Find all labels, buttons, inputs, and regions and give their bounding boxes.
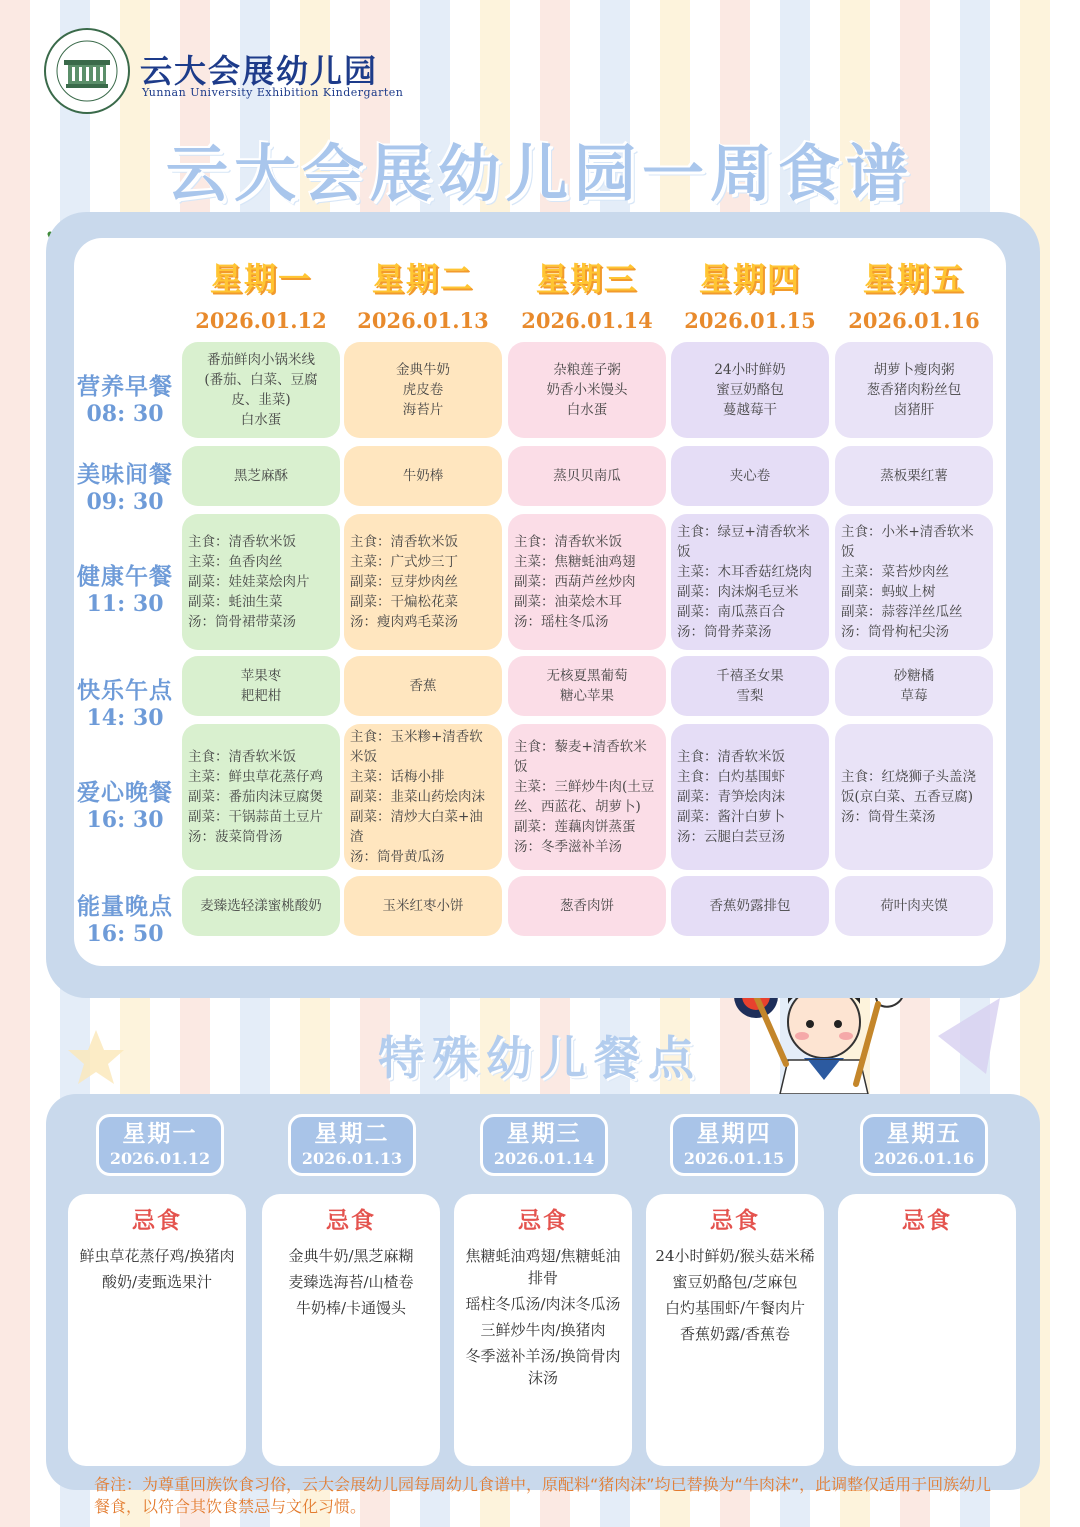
menu-item: 苹果枣: [240, 668, 282, 684]
menu-item: 副菜：酱汁白萝卜: [677, 809, 785, 825]
special-day-name: 星期三: [506, 1121, 582, 1147]
menu-item: 主食：绿豆+清香软米饭: [677, 524, 810, 560]
menu-item: 虎皮卷: [402, 382, 444, 398]
menu-item: 耙耙柑: [240, 688, 282, 704]
special-day-date: 2026.01.13: [301, 1149, 403, 1168]
special-day-date: 2026.01.12: [109, 1149, 211, 1168]
menu-item: 副菜：蚝油生菜: [188, 594, 283, 610]
menu-item: 草莓: [900, 688, 928, 704]
menu-item: 副菜：蚂蚁上树: [841, 584, 936, 600]
forbidden-food-heading: 忌食: [518, 1208, 568, 1234]
menu-item: 糖心苹果: [560, 688, 614, 704]
menu-item: 无核夏黑葡萄: [546, 668, 628, 684]
menu-item: 汤：筒骨黄瓜汤: [350, 849, 445, 865]
day-heading: 星期二: [371, 260, 474, 298]
menu-cell: [835, 656, 993, 716]
forbidden-food-item: 蜜豆奶酪包/芝麻包: [672, 1273, 798, 1291]
menu-item: 汤：瘦肉鸡毛菜汤: [350, 614, 458, 630]
forbidden-food-card: [262, 1194, 440, 1466]
meal-name: 美味间餐: [77, 462, 173, 488]
menu-item: 麦臻选轻漾蜜桃酸奶: [200, 898, 322, 914]
day-date: 2026.01.15: [684, 308, 816, 333]
menu-item: 玉米红枣小饼: [382, 898, 464, 914]
menu-item: 香蕉奶露排包: [709, 898, 791, 914]
special-meals-title: 特殊幼儿餐点: [378, 1031, 702, 1085]
menu-item: 蜜豆奶酪包: [716, 382, 784, 398]
special-day-name: 星期四: [696, 1121, 772, 1147]
menu-cell: [671, 342, 829, 438]
menu-item: 荷叶肉夹馍: [880, 898, 948, 914]
meal-name: 健康午餐: [77, 564, 173, 590]
menu-cell: [671, 876, 829, 936]
meal-label: [66, 672, 184, 731]
menu-cell: [508, 656, 666, 716]
menu-cell: [344, 724, 502, 870]
school-name-english: Yunnan University Exhibition Kindergarten: [142, 86, 404, 99]
menu-cell: [182, 876, 340, 936]
school-name: 云大会展幼儿园: [140, 52, 379, 90]
day-date: 2026.01.13: [357, 308, 489, 333]
menu-item: 副菜：南瓜蒸百合: [677, 604, 785, 620]
meal-label: [66, 888, 184, 947]
menu-item: 汤：冬季滋补羊汤: [514, 839, 622, 855]
menu-cell: [835, 342, 993, 438]
menu-item: 主菜：话梅小排: [350, 769, 445, 785]
meal-name: 能量晚点: [77, 894, 173, 920]
forbidden-food-card: [68, 1194, 246, 1466]
menu-cell: [835, 446, 993, 506]
meal-name: 爱心晚餐: [77, 780, 173, 806]
special-day-date: 2026.01.15: [683, 1149, 785, 1168]
forbidden-food-item: 香蕉奶露/香蕉卷: [679, 1325, 791, 1343]
menu-item: 主食：清香软米饭: [677, 749, 785, 765]
menu-item: (番茄、白菜、豆腐: [204, 372, 318, 388]
special-day-tab: [96, 1114, 224, 1176]
menu-cell: [508, 446, 666, 506]
menu-item: 副菜：青笋烩肉沫: [677, 789, 785, 805]
special-day-date: 2026.01.14: [493, 1149, 595, 1168]
forbidden-food-heading: 忌食: [132, 1208, 182, 1234]
menu-item: 副菜：番茄肉沫豆腐煲: [188, 789, 323, 805]
meal-label: [66, 774, 184, 833]
menu-cell: [508, 724, 666, 870]
menu-item: 主食：清香软米饭: [188, 749, 296, 765]
menu-item: 汤：筒骨裙带菜汤: [188, 614, 296, 630]
menu-cell: [344, 446, 502, 506]
menu-cell: [182, 724, 340, 870]
menu-item: 副菜：干锅蒜苗土豆片: [188, 809, 323, 825]
meal-time: 09: 30: [86, 489, 164, 515]
special-day-date: 2026.01.16: [873, 1149, 975, 1168]
day-date: 2026.01.12: [195, 308, 327, 333]
menu-item: 杂粮莲子粥: [553, 362, 621, 378]
menu-item: 奶香小米馒头: [546, 382, 628, 398]
menu-item: 副菜：油菜烩木耳: [514, 594, 622, 610]
menu-item: 副菜：干煸松花菜: [350, 594, 458, 610]
menu-item: 副菜：西葫芦丝炒肉: [514, 574, 636, 590]
menu-item: 主食：清香软米饭: [350, 534, 458, 550]
menu-item: 副菜：豆芽炒肉丝: [350, 574, 458, 590]
forbidden-food-item: 麦臻选海苔/山楂卷: [288, 1273, 414, 1291]
forbidden-food-heading: 忌食: [326, 1208, 376, 1234]
menu-item: 卤猪肝: [893, 402, 935, 418]
menu-item: 副菜：肉沫焖毛豆米: [677, 584, 799, 600]
special-day-name: 星期二: [314, 1121, 390, 1147]
forbidden-food-heading: 忌食: [902, 1208, 952, 1234]
menu-item: 金典牛奶: [396, 362, 450, 378]
menu-item: 雪梨: [736, 688, 764, 704]
menu-item: 汤：筒骨荞菜汤: [677, 624, 772, 640]
forbidden-food-item: 三鲜炒牛肉/换猪肉: [480, 1321, 606, 1339]
menu-item: 葱香猪肉粉丝包: [866, 382, 962, 398]
menu-item: 胡萝卜瘦肉粥: [873, 362, 955, 378]
menu-item: 汤：瑶柱冬瓜汤: [514, 614, 609, 630]
menu-item: 副菜：蒜蓉洋丝瓜丝: [841, 604, 963, 620]
menu-item: 主菜：焦糖蚝油鸡翅: [514, 554, 636, 570]
menu-item: 皮、韭菜): [231, 392, 291, 408]
forbidden-food-card: [838, 1194, 1016, 1466]
menu-item: 主食：白灼基围虾: [677, 769, 785, 785]
meal-time: 11: 30: [86, 591, 164, 617]
special-day-tab: [860, 1114, 988, 1176]
menu-item: 番茄鲜肉小锅米线: [207, 352, 315, 368]
forbidden-food-item: 鲜虫草花蒸仔鸡/换猪肉: [79, 1247, 235, 1265]
forbidden-food-item: 焦糖蚝油鸡翅/焦糖蚝油排骨: [465, 1247, 621, 1287]
menu-item: 主菜：三鲜炒牛肉(土豆丝、西蓝花、胡萝卜): [514, 779, 655, 815]
menu-cell: [344, 514, 502, 650]
menu-item: 主菜：菜苔炒肉丝: [841, 564, 949, 580]
menu-item: 副菜：娃娃菜烩肉片: [188, 574, 310, 590]
menu-item: 汤：筒骨枸杞尖汤: [841, 624, 949, 640]
special-day-name: 星期一: [122, 1121, 198, 1147]
menu-item: 副菜：莲藕肉饼蒸蛋: [514, 819, 636, 835]
menu-cell: [671, 446, 829, 506]
menu-item: 主食：玉米糁+清香软米饭: [350, 729, 483, 765]
special-day-tab: [288, 1114, 416, 1176]
menu-cell: [671, 656, 829, 716]
meal-label: [66, 368, 184, 427]
menu-cell: [344, 342, 502, 438]
menu-cell: [671, 514, 829, 650]
menu-item: 白水蛋: [566, 402, 608, 418]
forbidden-food-heading: 忌食: [710, 1208, 760, 1234]
menu-item: 主菜：广式炒三丁: [350, 554, 458, 570]
menu-cell: [182, 656, 340, 716]
menu-item: 蔓越莓干: [723, 402, 777, 418]
menu-cell: [671, 724, 829, 870]
special-day-name: 星期五: [886, 1121, 962, 1147]
menu-item: 葱香肉饼: [560, 898, 614, 914]
page-title: 云大会展幼儿园一周食谱: [165, 137, 914, 210]
kindergarten-logo: [42, 26, 132, 116]
menu-cell: [508, 342, 666, 438]
meal-name: 营养早餐: [77, 374, 173, 400]
meal-time: 16: 30: [86, 807, 164, 833]
special-day-tab: [670, 1114, 798, 1176]
menu-cell: [835, 724, 993, 870]
forbidden-food-card: [646, 1194, 824, 1466]
menu-cell: [344, 656, 502, 716]
footnote: 备注：为尊重回族饮食习俗，云大会展幼儿园每周幼儿食谱中，原配料“猪肉沫”均已替换为“牛肉沫”，此调整仅适用于回族幼儿餐食，以符合其饮食禁忌与文化习惯。: [94, 1475, 992, 1516]
forbidden-food-item: 白灼基围虾/午餐肉片: [664, 1299, 806, 1317]
meal-time: 08: 30: [86, 401, 164, 427]
menu-item: 副菜：韭菜山药烩肉沫: [350, 789, 485, 805]
menu-item: 主食：小米+清香软米饭: [841, 524, 974, 560]
menu-item: 主菜：木耳香菇红烧肉: [677, 564, 812, 580]
menu-item: 白水蛋: [240, 412, 282, 428]
meal-name: 快乐午点: [77, 678, 173, 704]
forbidden-food-item: 冬季滋补羊汤/换筒骨肉沫汤: [465, 1347, 621, 1387]
day-heading: 星期一: [209, 260, 312, 298]
menu-item: 海苔片: [402, 402, 444, 418]
menu-cell: [508, 514, 666, 650]
day-heading: 星期四: [698, 260, 801, 298]
menu-item: 汤：云腿白芸豆汤: [677, 829, 785, 845]
meal-time: 16: 50: [86, 921, 164, 947]
menu-item: 汤：筒骨生菜汤: [841, 809, 936, 825]
menu-item: 牛奶棒: [402, 468, 444, 484]
menu-item: 主食：清香软米饭: [514, 534, 622, 550]
forbidden-food-item: 24小时鲜奶/猴头菇米稀: [655, 1247, 815, 1265]
forbidden-food-item: 金典牛奶/黑芝麻糊: [288, 1247, 414, 1265]
menu-cell: [182, 514, 340, 650]
menu-item: 蒸板栗红薯: [880, 468, 948, 484]
special-day-tab: [480, 1114, 608, 1176]
menu-cell: [835, 514, 993, 650]
day-date: 2026.01.16: [848, 308, 980, 333]
day-heading: 星期三: [535, 260, 638, 298]
forbidden-food-item: 酸奶/麦甄选果汁: [101, 1273, 213, 1291]
menu-item: 主食：清香软米饭: [188, 534, 296, 550]
menu-cell: [835, 876, 993, 936]
menu-item: 夹心卷: [729, 468, 771, 484]
day-date: 2026.01.14: [521, 308, 653, 333]
menu-item: 主食：藜麦+清香软米饭: [514, 739, 647, 775]
day-heading: 星期五: [862, 260, 965, 298]
menu-item: 24小时鲜奶: [714, 362, 786, 378]
menu-item: 砂糖橘: [893, 668, 935, 684]
forbidden-food-item: 牛奶棒/卡通馒头: [295, 1299, 407, 1317]
forbidden-food-card: [454, 1194, 632, 1466]
menu-item: 蒸贝贝南瓜: [553, 468, 621, 484]
menu-item: 主菜：鱼香肉丝: [188, 554, 283, 570]
menu-item: 黑芝麻酥: [234, 468, 288, 484]
menu-item: 汤：菠菜筒骨汤: [188, 829, 283, 845]
meal-time: 14: 30: [86, 705, 164, 731]
menu-item: 主菜：鲜虫草花蒸仔鸡: [188, 769, 323, 785]
menu-item: 香蕉: [409, 678, 437, 694]
menu-cell: [508, 876, 666, 936]
meal-label: [66, 558, 184, 617]
meal-label: [66, 456, 184, 515]
menu-item: 主食：红烧狮子头盖浇饭(京白菜、五香豆腐): [841, 769, 976, 805]
menu-cell: [344, 876, 502, 936]
menu-cell: [182, 446, 340, 506]
menu-cell: [182, 342, 340, 438]
menu-item: 千禧圣女果: [716, 668, 784, 684]
forbidden-food-item: 瑶柱冬瓜汤/肉沫冬瓜汤: [465, 1295, 621, 1313]
menu-item: 副菜：清炒大白菜+油渣: [350, 809, 483, 845]
